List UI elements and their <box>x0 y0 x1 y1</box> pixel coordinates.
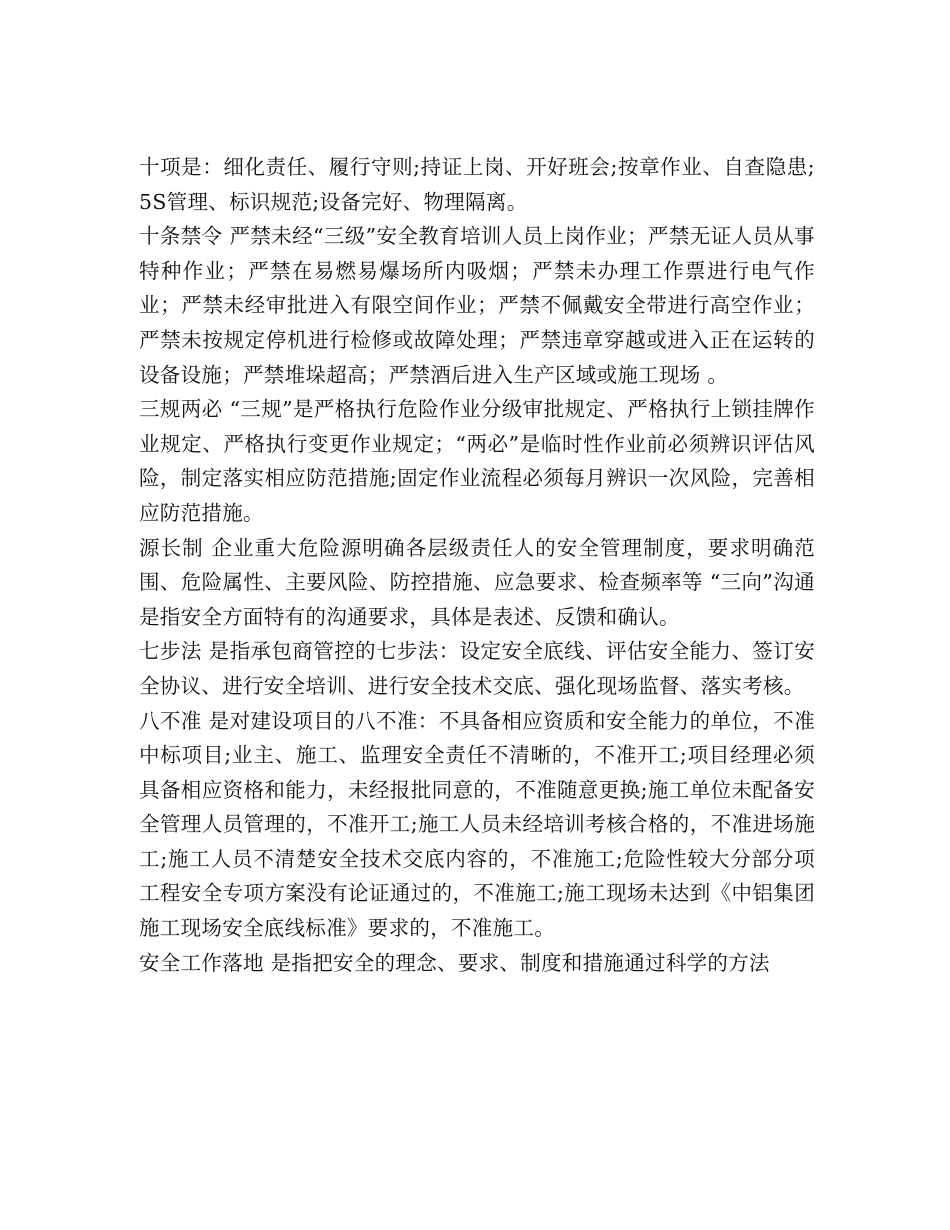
paragraph-eight-prohibitions: 八不准 是对建设项目的八不准：不具备相应资质和安全能力的单位，不准中标项目;业主、施工、监理安全责任不清晰的，不准开工;项目经理必须具备相应资格和能力，未经报批同意的，不准随意更换;施工单位未配备安全管理人员管理的，不准开工;施工人员未经培训考核合格的，不准进场施工;施工人员不清楚安全技术交底内容的，不准施工;危险性较大分部分项工程安全专项方案没有论证通过的，不准施工;施工现场未达到《中铝集团施工现场安全底线标准》要求的，不准施工。 <box>139 708 815 941</box>
paragraph-safety-implementation: 安全工作落地 是指把安全的理念、要求、制度和措施通过科学的方法 <box>139 950 770 975</box>
paragraph-seven-step-method: 七步法 是指承包商管控的七步法：设定安全底线、评估安全能力、签订安全协议、进行安全培训、进行安全技术交底、强化现场监督、落实考核。 <box>139 639 815 698</box>
paragraph-three-rules-two-musts: 三规两必 “三规”是严格执行危险作业分级审批规定、严格执行上锁挂牌作业规定、严格执行变更作业规定；“两必”是临时性作业前必须辨识评估风险，制定落实相应防范措施;固定作业流程必须每月辨识一次风险，完善相应防范措施。 <box>139 397 815 525</box>
paragraph-ten-items: 十项是：细化责任、履行守则;持证上岗、开好班会;按章作业、自查隐患;5S管理、标识规范;设备完好、物理隔离。 <box>139 155 815 214</box>
paragraph-source-chief-system: 源长制 企业重大危险源明确各层级责任人的安全管理制度，要求明确范围、危险属性、主要风险、防控措施、应急要求、检查频率等 “三向”沟通 是指安全方面特有的沟通要求，具体是表述、反馈和确认。 <box>139 535 815 629</box>
document-body <box>139 150 815 980</box>
paragraph-ten-prohibitions: 十条禁令 严禁未经“三级”安全教育培训人员上岗作业；严禁无证人员从事特种作业；严禁在易燃易爆场所内吸烟；严禁未办理工作票进行电气作业；严禁未经审批进入有限空间作业；严禁不佩戴安全带进行高空作业；严禁未按规定停机进行检修或故障处理；严禁违章穿越或进入正在运转的设备设施；严禁堆垛超高；严禁酒后进入生产区域或施工现场 。 <box>139 224 815 387</box>
